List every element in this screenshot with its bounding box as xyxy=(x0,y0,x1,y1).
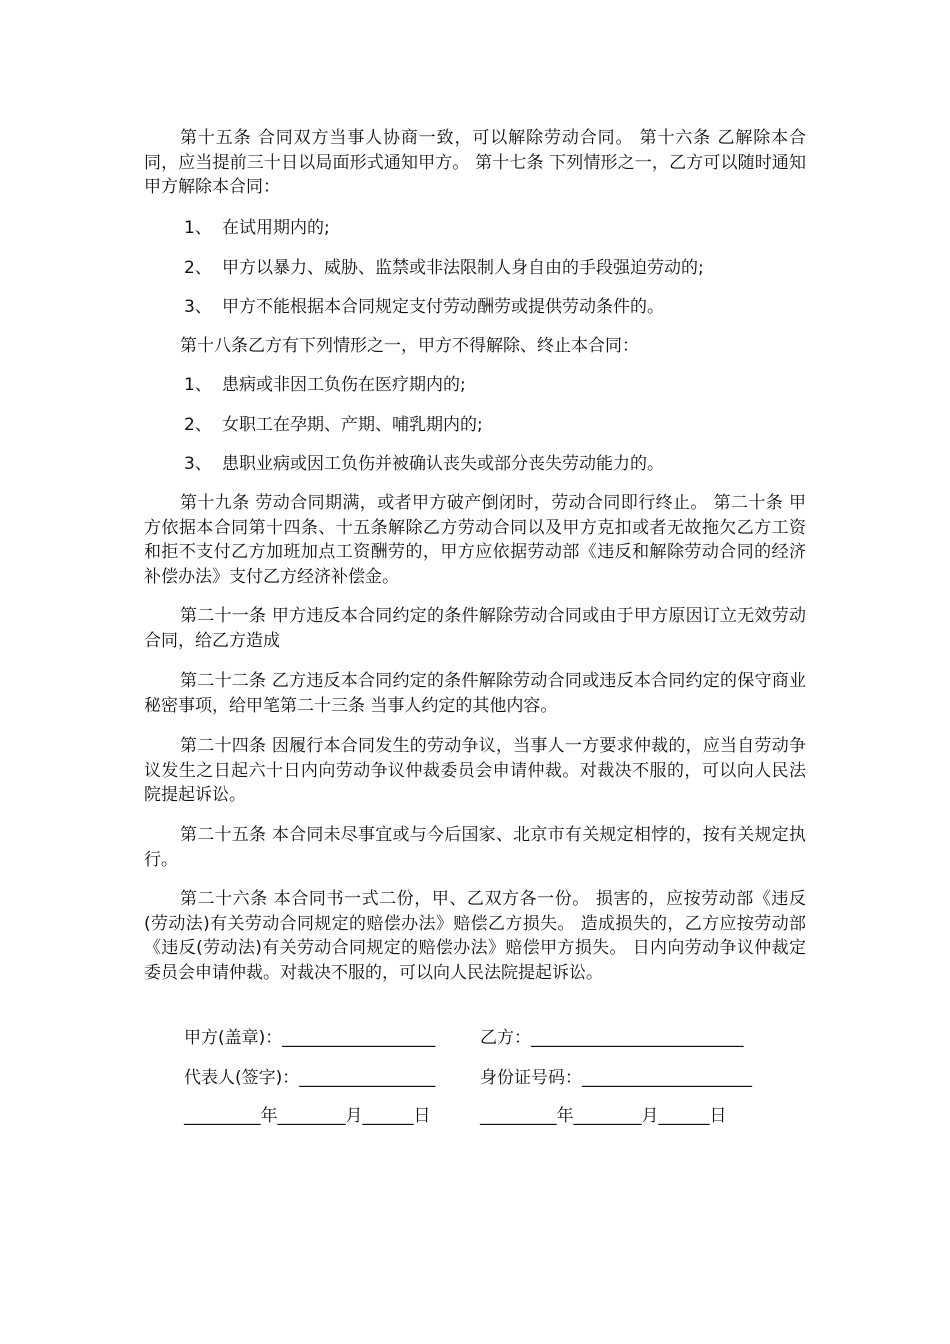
list-item xyxy=(184,373,466,397)
list-number: 2、 xyxy=(184,258,212,278)
article-24-paragraph: 第二十四条 因履行本合同发生的劳动争议，当事人一方要求仲裁的，应当自劳动争议发生之日起六十日内向劳动争议仲裁委员会申请仲裁。对裁决不服的，可以向人民法院提起诉讼。 xyxy=(144,736,806,805)
list-item xyxy=(184,452,664,476)
list-item xyxy=(184,256,704,280)
id-number-line: 身份证号码：____________________ xyxy=(480,1068,752,1088)
article-21-paragraph: 第二十一条 甲方违反本合同约定的条件解除劳动合同或由于甲方原因订立无效劳动合同，给乙方造成 xyxy=(144,606,806,651)
article-19-20-paragraph: 第十九条 劳动合同期满，或者甲方破产倒闭时，劳动合同即行终止。 第二十条 甲方依据本合同第十四条、十五条解除乙方劳动合同以及甲方克扣或者无故拖欠乙方工资和拒不支付乙方加班加点工资酬劳的，甲方应依据劳动部《违反和解除劳动合同的经济补偿办法》支付乙方经济补偿金。 xyxy=(144,493,806,587)
list-text: 患病或非因工负伤在医疗期内的; xyxy=(222,375,466,395)
article-18-paragraph: 第十八条乙方有下列情形之一，甲方不得解除、终止本合同： xyxy=(180,336,639,356)
list-text: 在试用期内的; xyxy=(222,218,330,238)
list-number: 3、 xyxy=(184,454,212,474)
list-number: 1、 xyxy=(184,375,212,395)
list-number: 2、 xyxy=(184,415,212,435)
list-text: 甲方以暴力、威胁、监禁或非法限制人身自由的手段强迫劳动的; xyxy=(222,258,704,278)
party-a-date-line: _________年________月______日 xyxy=(184,1106,431,1126)
list-number: 3、 xyxy=(184,297,212,317)
representative-signature-line: 代表人(签字)：________________ xyxy=(184,1068,436,1088)
party-b-date-line: _________年________月______日 xyxy=(480,1106,727,1126)
article-25-paragraph: 第二十五条 本合同未尽事宜或与今后国家、北京市有关规定相悖的，按有关规定执行。 xyxy=(144,825,806,870)
list-text: 甲方不能根据本合同规定支付劳动酬劳或提供劳动条件的。 xyxy=(222,297,664,317)
party-b-line: 乙方：_________________________ xyxy=(480,1028,744,1048)
article-22-23-paragraph: 第二十二条 乙方违反本合同约定的条件解除劳动合同或违反本合同约定的保守商业秘密事项，给甲笔第二十三条 当事人约定的其他内容。 xyxy=(144,671,806,716)
article-26-paragraph: 第二十六条 本合同书一式二份，甲、乙双方各一份。 损害的，应按劳动部《违反(劳动法)有关劳动合同规定的赔偿办法》赔偿乙方损失。 造成损失的，乙方应按劳动部《违反(劳动法)有关劳动合同规定的赔偿办法》赔偿甲方损失。 日内向劳动争议仲裁定委员会申请仲裁。对裁决不服的，可以向人民法院提起诉讼。 xyxy=(144,889,806,983)
list-number: 1、 xyxy=(184,218,212,238)
article-15-17-paragraph: 第十五条 合同双方当事人协商一致，可以解除劳动合同。 第十六条 乙解除本合同，应当提前三十日以局面形式通知甲方。 第十七条 下列情形之一，乙方可以随时通知甲方解除本合同： xyxy=(144,128,806,197)
list-text: 患职业病或因工负伤并被确认丧失或部分丧失劳动能力的。 xyxy=(222,454,664,474)
list-item xyxy=(184,295,664,319)
list-item xyxy=(184,216,330,240)
party-a-seal-line: 甲方(盖章)：__________________ xyxy=(184,1028,436,1048)
list-item xyxy=(184,413,483,437)
list-text: 女职工在孕期、产期、哺乳期内的; xyxy=(222,415,483,435)
